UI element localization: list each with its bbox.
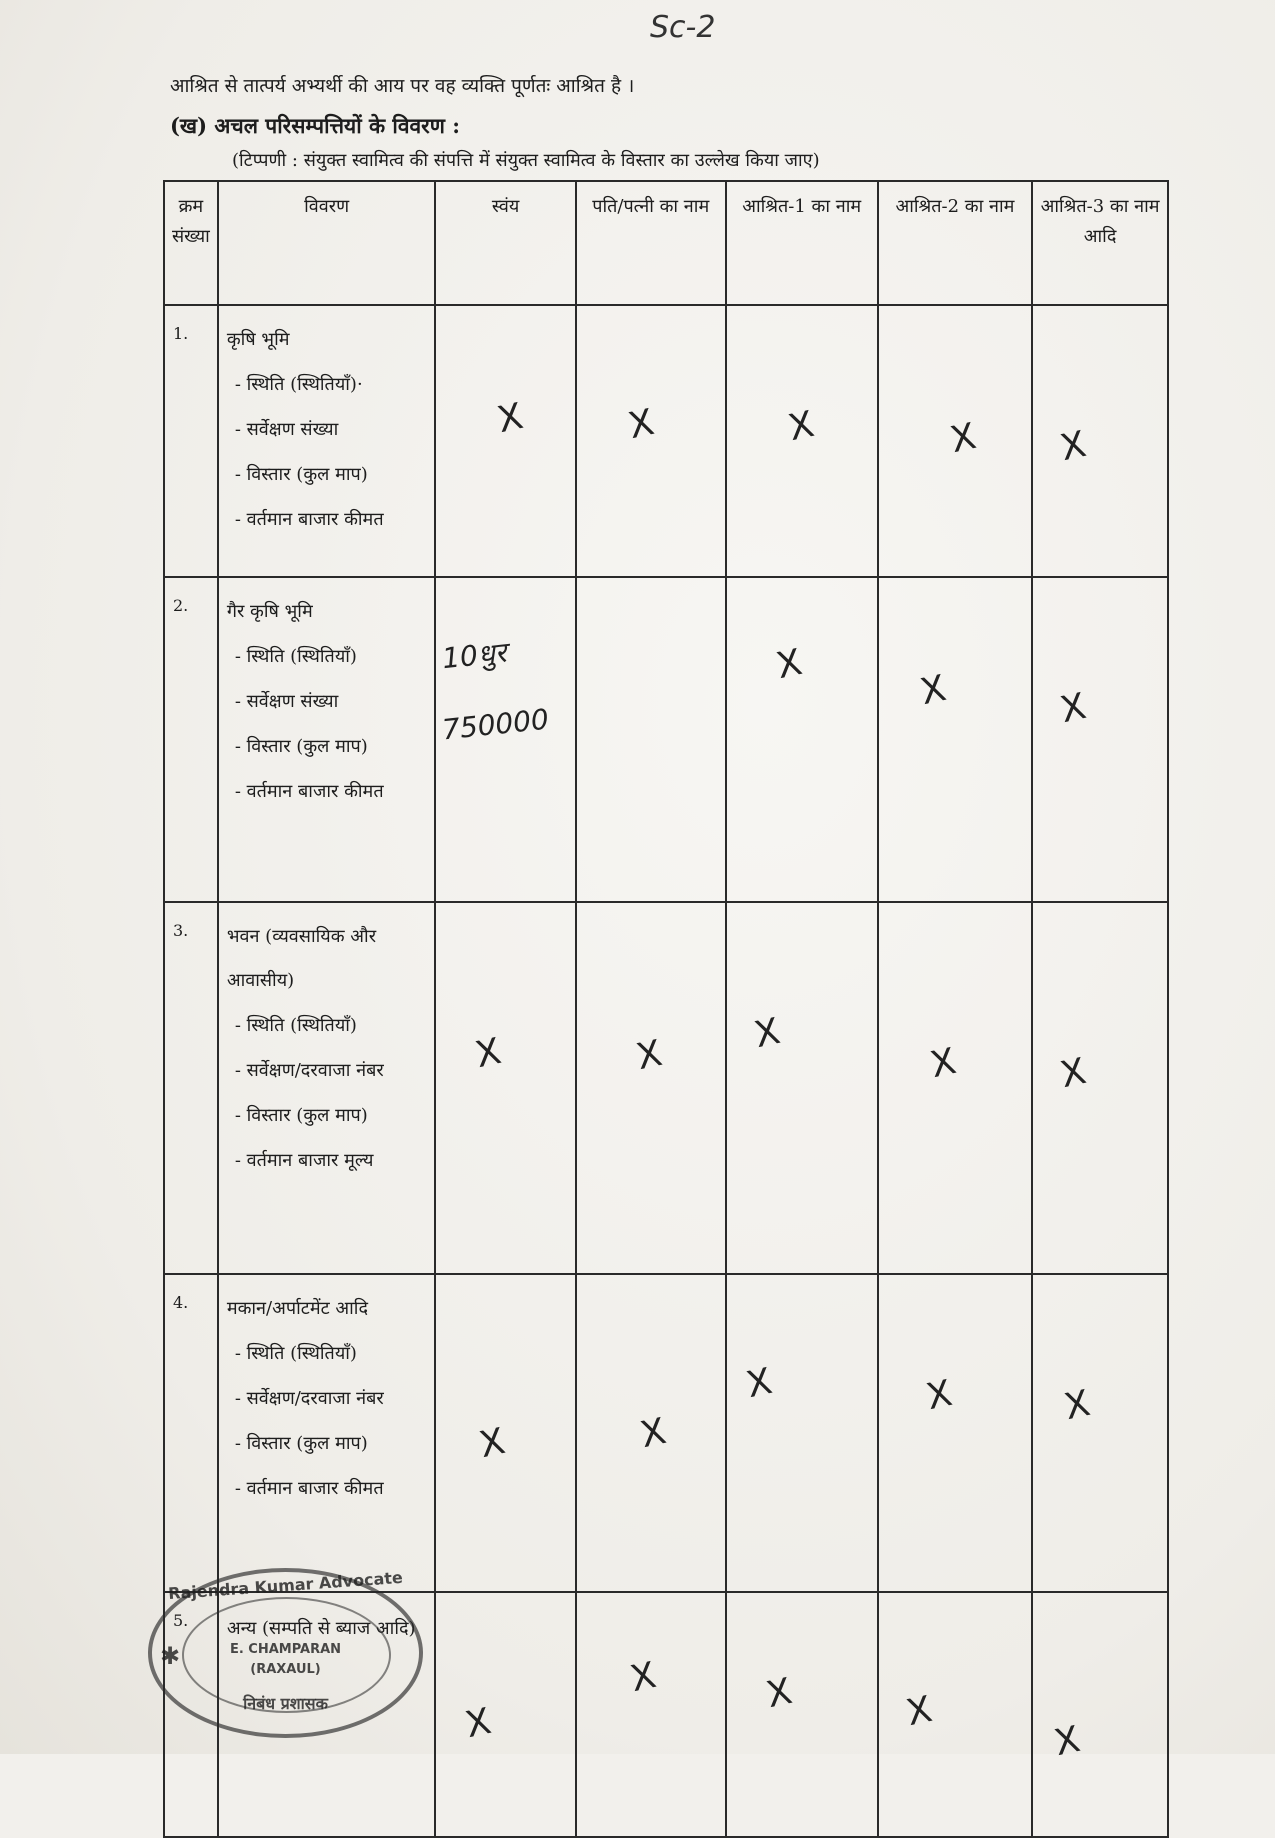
row-serial: 2. xyxy=(164,577,218,902)
cross-mark: X xyxy=(750,1010,784,1057)
cell-spouse xyxy=(576,577,726,902)
cross-mark: X xyxy=(476,1420,510,1467)
row-title: कृषि भूमि xyxy=(226,329,290,350)
stamp-name: Rajendra Kumar Advocate xyxy=(167,1567,404,1604)
cell-dependent-2 xyxy=(878,305,1032,577)
row-item: - विस्तार (कुल माप) xyxy=(234,1105,368,1126)
row-serial: 4. xyxy=(164,1274,218,1592)
cross-mark: X xyxy=(1051,1718,1084,1765)
row-title: भवन (व्यवसायिक और आवासीय) xyxy=(226,926,377,991)
table-row xyxy=(164,577,1168,902)
row-item: - वर्तमान बाजार कीमत xyxy=(234,509,384,530)
row-item: - स्थिति (स्थितियाँ) xyxy=(234,646,357,667)
row-item: - वर्तमान बाजार कीमत xyxy=(234,1478,384,1499)
header-dependent-3: आश्रित-3 का नाम आदि xyxy=(1032,181,1168,305)
intro-line: आश्रित से तात्पर्य अभ्यर्थी की आय पर वह व्यक्ति पूर्णतः आश्रित है । xyxy=(170,75,635,97)
row-title: अन्य (सम्पति से ब्याज आदि) xyxy=(226,1618,416,1639)
cross-mark: X xyxy=(762,1670,796,1717)
header-spouse: पति/पत्नी का नाम xyxy=(576,181,726,305)
row-item: - स्थिति (स्थितियाँ) xyxy=(234,1343,357,1364)
row-serial: 5. xyxy=(164,1592,218,1837)
cell-self xyxy=(435,1592,575,1837)
cross-mark: X xyxy=(784,403,818,450)
section-heading: (ख) अचल परिसम्पत्तियों के विवरण : xyxy=(170,113,461,138)
handwritten-value: 750000 xyxy=(441,702,551,747)
cross-mark: X xyxy=(772,641,806,688)
cell-dependent-1 xyxy=(726,1274,878,1592)
row-item: - स्थिति (स्थितियाँ)· xyxy=(234,374,363,395)
cell-dependent-3 xyxy=(1032,1592,1168,1837)
cell-self xyxy=(435,305,575,577)
cell-self xyxy=(435,577,575,902)
row-item: - सर्वेक्षण/दरवाजा नंबर xyxy=(234,1060,384,1081)
cross-mark: X xyxy=(624,401,658,448)
cell-dependent-2 xyxy=(878,577,1032,902)
page-mark: Sc-2 xyxy=(650,10,716,45)
row-description xyxy=(218,577,436,902)
row-item: - विस्तार (कुल माप) xyxy=(234,464,368,485)
cell-dependent-1 xyxy=(726,1592,878,1837)
cross-mark: X xyxy=(1057,1050,1090,1097)
row-item: - वर्तमान बाजार कीमत xyxy=(234,781,384,802)
cell-dependent-2 xyxy=(878,1592,1032,1837)
cross-mark: X xyxy=(636,1410,670,1457)
advocate-stamp xyxy=(148,1568,423,1738)
row-description xyxy=(218,1274,436,1592)
row-item: - विस्तार (कुल माप) xyxy=(234,736,368,757)
cross-mark: X xyxy=(472,1030,506,1077)
cross-mark: X xyxy=(1057,423,1090,470)
table-row xyxy=(164,305,1168,577)
cell-dependent-3 xyxy=(1032,305,1168,577)
cell-self xyxy=(435,1274,575,1592)
table-header-row xyxy=(164,181,1168,305)
cross-mark: X xyxy=(1061,1382,1094,1429)
cross-mark: X xyxy=(632,1032,666,1079)
cell-dependent-3 xyxy=(1032,577,1168,902)
table-row xyxy=(164,902,1168,1274)
cell-dependent-1 xyxy=(726,577,878,902)
cell-spouse xyxy=(576,902,726,1274)
row-description xyxy=(218,902,436,1274)
row-item: - स्थिति (स्थितियाँ) xyxy=(234,1015,357,1036)
header-self: स्वंय xyxy=(435,181,575,305)
header-dependent-1: आश्रित-1 का नाम xyxy=(726,181,878,305)
cross-mark: X xyxy=(922,1372,956,1419)
cell-spouse xyxy=(576,305,726,577)
cell-dependent-3 xyxy=(1032,902,1168,1274)
row-item: - विस्तार (कुल माप) xyxy=(234,1433,368,1454)
star-icon: ✱ xyxy=(160,1642,181,1670)
note-line: (टिप्पणी : संयुक्त स्वामित्व की संपत्ति में संयुक्त स्वामित्व के विस्तार का उल्लेख किया जाए) xyxy=(232,150,820,171)
cell-dependent-3 xyxy=(1032,1274,1168,1592)
row-description xyxy=(218,305,436,577)
handwritten-area: 10धुर xyxy=(440,635,509,676)
cross-mark: X xyxy=(1057,685,1090,732)
cross-mark: X xyxy=(742,1360,776,1407)
header-dependent-2: आश्रित-2 का नाम xyxy=(878,181,1032,305)
cell-self xyxy=(435,902,575,1274)
table-row xyxy=(164,1274,1168,1592)
stamp-place: E. CHAMPARAN xyxy=(229,1642,342,1657)
row-item: - सर्वेक्षण संख्या xyxy=(234,691,339,712)
cross-mark: X xyxy=(494,395,528,442)
row-serial: 1. xyxy=(164,305,218,577)
cell-dependent-2 xyxy=(878,1274,1032,1592)
cross-mark: X xyxy=(902,1688,936,1735)
cross-mark: X xyxy=(916,667,950,714)
cross-mark: X xyxy=(626,1654,660,1701)
cross-mark: X xyxy=(926,1040,960,1087)
header-description: विवरण xyxy=(218,181,436,305)
header-serial: क्रम संख्या xyxy=(164,181,218,305)
row-item: - सर्वेक्षण संख्या xyxy=(234,419,339,440)
row-title: मकान/अर्पाटमेंट आदि xyxy=(226,1298,368,1319)
row-serial: 3. xyxy=(164,902,218,1274)
cell-dependent-2 xyxy=(878,902,1032,1274)
cell-dependent-1 xyxy=(726,305,878,577)
stamp-designation: निबंध प्रशासक xyxy=(243,1694,328,1713)
cell-spouse xyxy=(576,1592,726,1837)
cross-mark: X xyxy=(946,415,980,462)
row-item: - वर्तमान बाजार मूल्य xyxy=(234,1150,374,1171)
row-title: गैर कृषि भूमि xyxy=(226,601,313,622)
cell-dependent-1 xyxy=(726,902,878,1274)
row-item: - सर्वेक्षण/दरवाजा नंबर xyxy=(234,1388,384,1409)
cross-mark: X xyxy=(462,1700,496,1747)
cell-spouse xyxy=(576,1274,726,1592)
stamp-sub: (RAXAUL) xyxy=(250,1662,321,1677)
